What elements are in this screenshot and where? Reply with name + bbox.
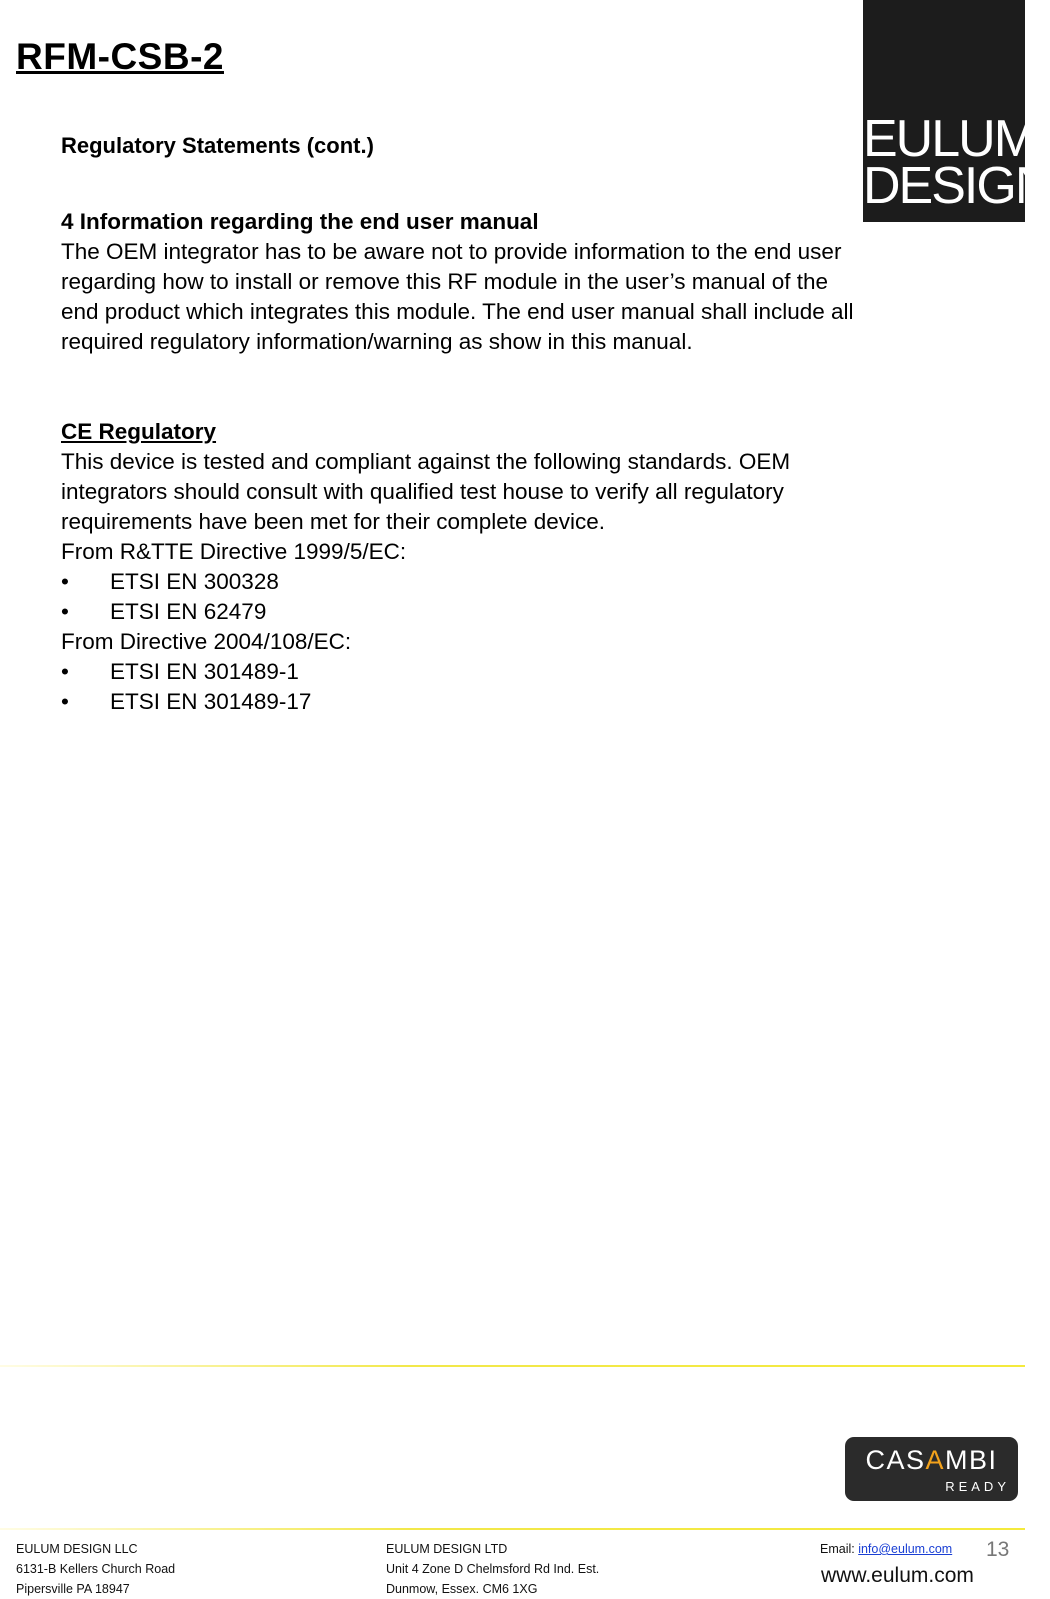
paragraph-line: The OEM integrator has to be aware not to provide information to the end user [61,239,842,264]
email-link[interactable]: info@eulum.com [858,1542,953,1556]
footer-divider-top [0,1365,1025,1367]
eulum-design-logo [863,0,1050,222]
end-user-manual-section [61,207,961,357]
bullet-icon: • [61,569,69,594]
paragraph-line: regarding how to install or remove this RF module in the user’s manual of the [61,269,829,294]
bullet-icon: • [61,599,69,624]
list-item [61,687,961,717]
logo-line-1: EULUM [863,110,1036,168]
footer-address-us [16,1539,175,1599]
casambi-wordmark [845,1445,1018,1476]
ce-regulatory-section [61,417,961,717]
address-line: EULUM DESIGN LTD [386,1542,508,1556]
logo-line-2: DESIGN [863,157,1050,215]
page-title: RFM-CSB-2 [16,36,224,77]
website-url: www.eulum.com [821,1564,974,1587]
address-line: Unit 4 Zone D Chelmsford Rd Ind. Est. [386,1562,600,1576]
bullet-icon: • [61,689,69,714]
page-number: 13 [986,1538,1010,1561]
paragraph-line: This device is tested and compliant against the following standards. OEM [61,449,791,474]
section-subheading: Regulatory Statements (cont.) [61,133,374,158]
footer-divider-bottom [0,1528,1025,1530]
badge-subtitle: READY [945,1479,1010,1494]
end-user-manual-heading: 4 Information regarding the end user manual [61,209,539,234]
casambi-ready-badge [845,1437,1018,1501]
footer-address-uk [386,1539,599,1599]
standard-name: ETSI EN 300328 [110,569,279,594]
bullet-icon: • [61,659,69,684]
paragraph-line: requirements have been met for their complete device. [61,509,606,534]
footer-email [820,1539,952,1559]
paragraph-line: end product which integrates this module. The end user manual shall include all [61,299,854,324]
badge-accent-letter: A [925,1445,946,1475]
address-line: EULUM DESIGN LLC [16,1542,138,1556]
address-line: Dunmow, Essex. CM6 1XG [386,1582,538,1596]
list-item [61,657,961,687]
standard-name: ETSI EN 62479 [110,599,267,624]
list-item [61,567,961,597]
directive-label: From R&TTE Directive 1999/5/EC: [61,539,407,564]
paragraph-line: required regulatory information/warning as show in this manual. [61,329,693,354]
badge-text: MBI [945,1445,998,1475]
email-label: Email: [820,1542,859,1556]
directive-label: From Directive 2004/108/EC: [61,629,352,654]
standard-name: ETSI EN 301489-17 [110,689,312,714]
address-line: Pipersville PA 18947 [16,1582,130,1596]
ce-regulatory-heading: CE Regulatory [61,419,217,444]
standard-name: ETSI EN 301489-1 [110,659,299,684]
paragraph-line: integrators should consult with qualified test house to verify all regulatory [61,479,784,504]
badge-text: CAS [865,1445,926,1475]
list-item [61,597,961,627]
address-line: 6131-B Kellers Church Road [16,1562,176,1576]
